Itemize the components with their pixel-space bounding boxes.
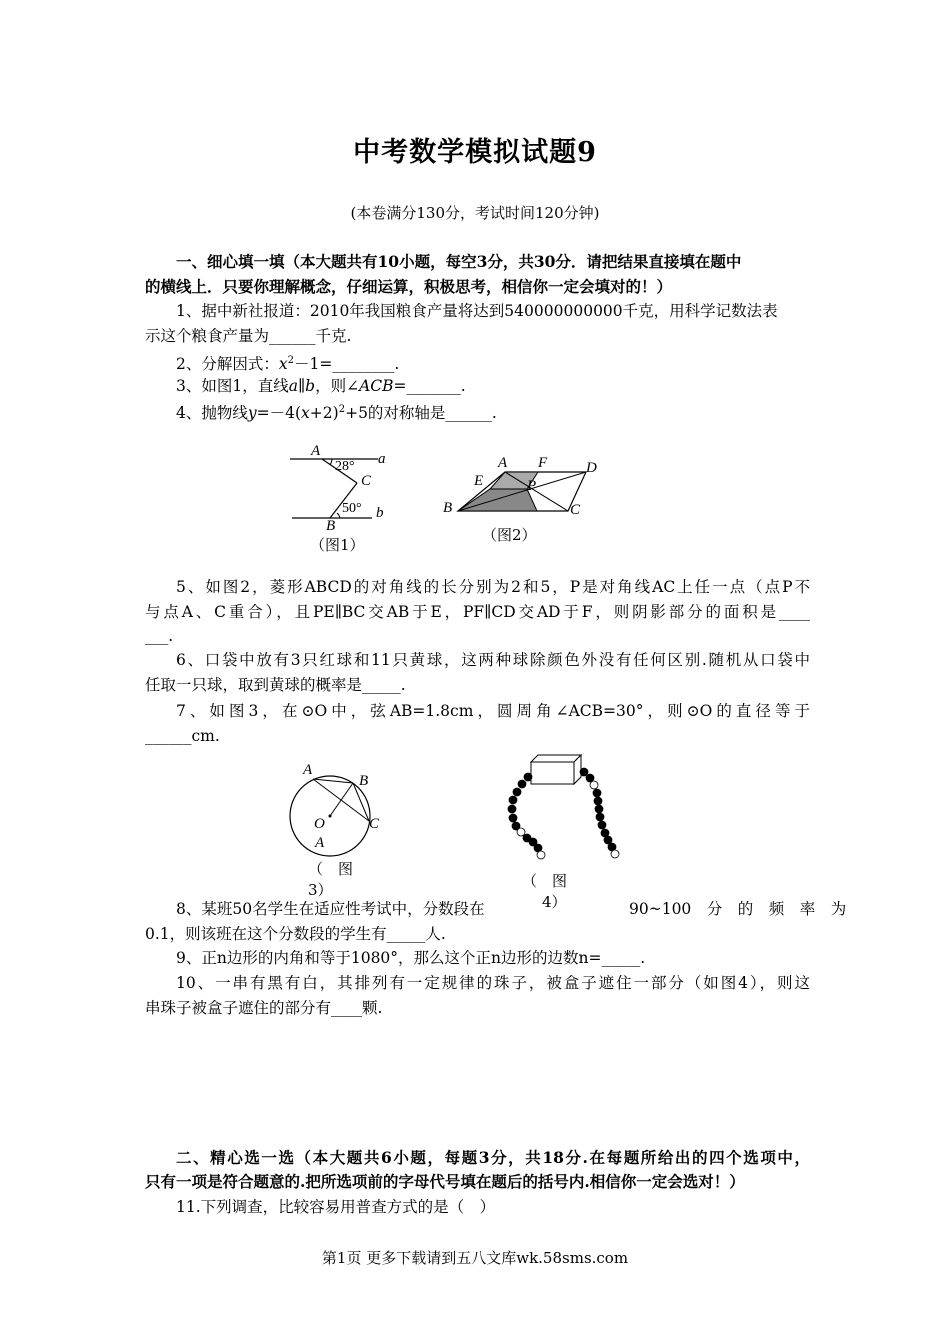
page-footer: 第1页 更多下载请到五八文库wk.58sms.com: [321, 1249, 629, 1267]
black-bead: [598, 821, 606, 829]
q9: 9、正n边形的内角和等于1080°，那么这个正n边形的边数n=_____.: [176, 949, 646, 967]
black-bead: [594, 797, 602, 805]
q10-line2: 串珠子被盒子遮住的部分有____颗.: [145, 999, 383, 1017]
figure-1: [280, 440, 400, 532]
fig2-label-D: D: [586, 460, 597, 476]
fig3-label-O: O: [314, 816, 325, 832]
fig3-label-A2: A: [315, 835, 325, 851]
q7-line2: ______cm.: [145, 727, 220, 745]
fig1-angle-50: 50°: [342, 501, 362, 516]
black-bead: [524, 773, 532, 781]
fig3-label-C: C: [369, 816, 380, 832]
black-bead: [595, 805, 603, 813]
black-bead: [518, 780, 526, 788]
q2: 2、分解因式：$x^2-1=\_\_\_\_\_\_\_\_$.: [176, 355, 400, 374]
fig3-label-B: B: [359, 773, 369, 789]
section2-heading-line2: 只有一项是符合题意的.把所选项前的字母代号填在题后的括号内.相信你一定会选对！）: [145, 1172, 745, 1191]
black-bead: [509, 796, 517, 804]
black-bead: [509, 814, 517, 822]
fig1-label-B: B: [326, 518, 336, 532]
q8-line2: 0.1，则该班在这个分数段的学生有_____人.: [145, 925, 446, 943]
page-title: 中考数学模拟试题9: [353, 137, 597, 168]
fig2-label-F: F: [538, 455, 548, 471]
fig1-label-a: a: [378, 451, 386, 467]
fig1-label-A: A: [311, 443, 321, 459]
section1-heading-line1: 一、细心填一填（本大题共有10小题，每空3分，共30分．请把结果直接填在题中: [176, 252, 742, 271]
q1-line1: 1、据中新社报道：2010年我国粮食产量将达到540000000000千克，用科学记数法表: [176, 302, 778, 320]
black-bead: [580, 768, 588, 776]
q5-line2: 与点A、C重合），且PE∥BC交AB于E，PF∥CD交AD于F，则阴影部分的面积是____: [145, 603, 810, 621]
white-bead: [537, 851, 545, 859]
white-bead: [590, 781, 598, 789]
fig4-caption: （ 图 4）: [522, 872, 568, 911]
fig1-label-C: C: [361, 473, 372, 489]
q6-line1: 6、口袋中放有3只红球和11只黄球，这两种球除颜色外没有任何区别.随机从口袋中: [176, 651, 810, 669]
black-bead: [593, 789, 601, 797]
fig3-caption: （ 图 3）: [308, 860, 354, 899]
q1-line2: 示这个粮食产量为______千克.: [145, 327, 352, 345]
white-bead: [517, 828, 525, 836]
q6-line2: 任取一只球，取到黄球的概率是_____.: [145, 676, 406, 694]
fig2-caption: （图2）: [482, 526, 537, 544]
figure-2: [440, 452, 605, 522]
black-bead: [513, 788, 521, 796]
fig2-label-C: C: [570, 502, 581, 518]
q8-line1-right: 90~100 分 的 频 率 为: [629, 900, 847, 918]
q5-line3: ___.: [145, 627, 174, 645]
fig2-label-B: B: [443, 500, 453, 516]
q8-line1-left: 8、某班50名学生在适应性考试中，分数段在: [176, 900, 485, 918]
fig3-label-A: A: [303, 762, 313, 778]
q4: 4、抛物线$y=-4(x+2)^2+5$的对称轴是______.: [176, 404, 497, 423]
fig1-label-b: b: [376, 505, 384, 521]
exam-info: (本卷满分130分，考试时间120分钟): [350, 204, 600, 222]
q5-line1: 5、如图2，菱形ABCD的对角线的长分别为2和5，P是对角线AC上任一点（点P不: [176, 578, 810, 596]
fig1-caption: （图1）: [310, 536, 365, 554]
white-bead: [611, 850, 619, 858]
q11: 11.下列调查，比较容易用普查方式的是（ ）: [176, 1198, 496, 1216]
fig1-angle-28: 28°: [335, 459, 355, 474]
fig2-label-P: P: [527, 478, 537, 494]
q10-line1: 10、一串有黑有白，其排列有一定规律的珠子，被盒子遮住一部分（如图4），则这: [176, 974, 810, 992]
q3: 3、如图1，直线a∥b，则∠ACB=_______.: [176, 377, 466, 395]
black-bead: [508, 805, 516, 813]
section1-heading-line2: 的横线上．只要你理解概念，仔细运算，积极思考，相信你一定会填对的！）: [145, 277, 673, 296]
black-bead: [596, 813, 604, 821]
figure-4: [498, 752, 628, 864]
fig2-label-E: E: [474, 473, 484, 489]
q7-line1: 7、如图3，在⊙O中，弦AB=1.8cm，圆周角∠ACB=30°，则⊙O的直径等于: [176, 702, 810, 720]
fig2-label-A: A: [498, 455, 508, 471]
figure-3: [285, 758, 390, 858]
section2-heading-line1: 二、精心选一选（本大题共6小题，每题3分，共18分.在每题所给出的四个选项中，: [176, 1148, 810, 1167]
